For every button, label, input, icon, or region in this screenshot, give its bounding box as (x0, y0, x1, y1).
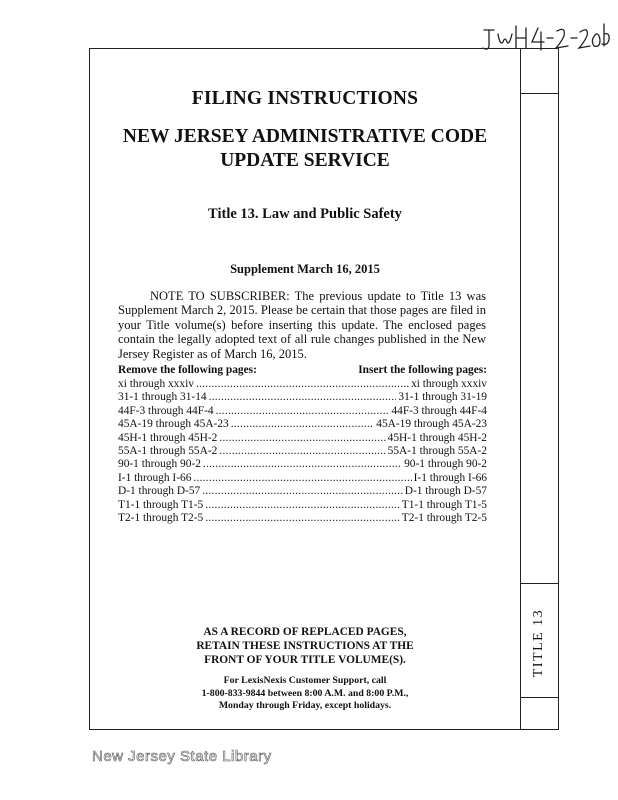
dot-leader (209, 391, 397, 403)
remove-range: xi through xxxiv (118, 378, 194, 390)
page-range-row (118, 418, 487, 431)
page-range-row (118, 445, 487, 458)
insert-range: 45A-19 through 45A-23 (376, 418, 487, 431)
customer-support (90, 675, 520, 713)
page-range-row (118, 432, 487, 445)
dot-leader (219, 445, 385, 457)
supplement-date: Supplement March 16, 2015 (230, 262, 380, 276)
page-range-row (118, 391, 487, 404)
code-title (90, 125, 520, 173)
title-subject: Title 13. Law and Public Safety (208, 206, 402, 222)
insert-range: 31-1 through 31-19 (398, 391, 487, 404)
insert-range: T1-1 through T1-5 (401, 498, 487, 511)
page-range-row (118, 378, 487, 391)
remove-range: T1-1 through T1-5 (118, 498, 204, 511)
insert-header: Insert the following pages: (358, 364, 487, 376)
code-title-line: NEW JERSEY ADMINISTRATIVE CODE (122, 126, 488, 147)
page-range-row (118, 472, 487, 485)
subscriber-note: NOTE TO SUBSCRIBER: The previous update to Title 13 was Supplement March 2, 2015. Please be certain that those pages are filed in your Title volume(s) before inserting this update. The enclosed pages contain the legally adopted text of all rule changes published in the New Jersey Register as of March 16, 2015. (118, 289, 486, 361)
insert-range: 44F-3 through 44F-4 (391, 404, 487, 417)
insert-range: I-1 through I-66 (413, 471, 487, 484)
record-line: FRONT OF YOUR TITLE VOLUME(S). (204, 653, 406, 666)
remove-range: 90-1 through 90-2 (118, 458, 201, 471)
support-line: 1-800-833-9844 between 8:00 A.M. and 8:00 P.M., (201, 687, 409, 699)
library-stamp: New Jersey State Library (92, 748, 272, 765)
dot-leader (216, 405, 390, 417)
pages-table-body (118, 378, 487, 525)
dot-leader (219, 432, 385, 444)
insert-range: 55A-1 through 55A-2 (387, 444, 487, 457)
title-tab-label: TITLE 13 (531, 608, 546, 678)
support-line: Monday through Friday, except holidays. (218, 700, 392, 711)
code-title-line: UPDATE SERVICE (220, 150, 390, 171)
record-line: AS A RECORD OF REPLACED PAGES, (203, 626, 407, 638)
tab-divider (520, 49, 521, 729)
page-heading: FILING INSTRUCTIONS (191, 88, 419, 109)
insert-range: xi through xxxiv (411, 378, 487, 390)
dot-leader (196, 378, 409, 390)
dot-leader (202, 485, 402, 497)
tab-top-rule (521, 93, 558, 94)
support-line: For LexisNexis Customer Support, call (223, 675, 387, 686)
pages-table-header (118, 364, 487, 378)
dot-leader (231, 418, 375, 430)
dot-leader (205, 512, 400, 524)
page-range-row (118, 485, 487, 498)
remove-range: 55A-1 through 55A-2 (118, 444, 218, 457)
insert-range: 45H-1 through 45H-2 (387, 431, 487, 444)
remove-range: 31-1 through 31-14 (118, 391, 207, 404)
remove-header: Remove the following pages: (118, 364, 257, 376)
page-range-row (118, 499, 487, 512)
dot-leader (205, 499, 400, 511)
record-instructions (90, 626, 520, 667)
dot-leader (203, 458, 402, 470)
remove-range: I-1 through I-66 (118, 471, 192, 484)
record-line: RETAIN THESE INSTRUCTIONS AT THE (196, 639, 414, 652)
insert-range: T2-1 through T2-5 (401, 511, 487, 524)
tab-label-bottom-rule (521, 697, 558, 698)
insert-range: 90-1 through 90-2 (404, 458, 487, 471)
pages-table (118, 364, 487, 525)
tab-label-top-rule (521, 583, 558, 584)
page-range-row (118, 458, 487, 471)
page-range-row (118, 405, 487, 418)
page-range-row (118, 512, 487, 525)
remove-range: D-1 through D-57 (118, 485, 201, 498)
remove-range: 45H-1 through 45H-2 (118, 431, 218, 444)
remove-range: 44F-3 through 44F-4 (118, 404, 214, 417)
remove-range: T2-1 through T2-5 (118, 511, 204, 524)
remove-range: 45A-19 through 45A-23 (118, 418, 229, 431)
dot-leader (193, 472, 411, 484)
insert-range: D-1 through D-57 (404, 485, 487, 498)
